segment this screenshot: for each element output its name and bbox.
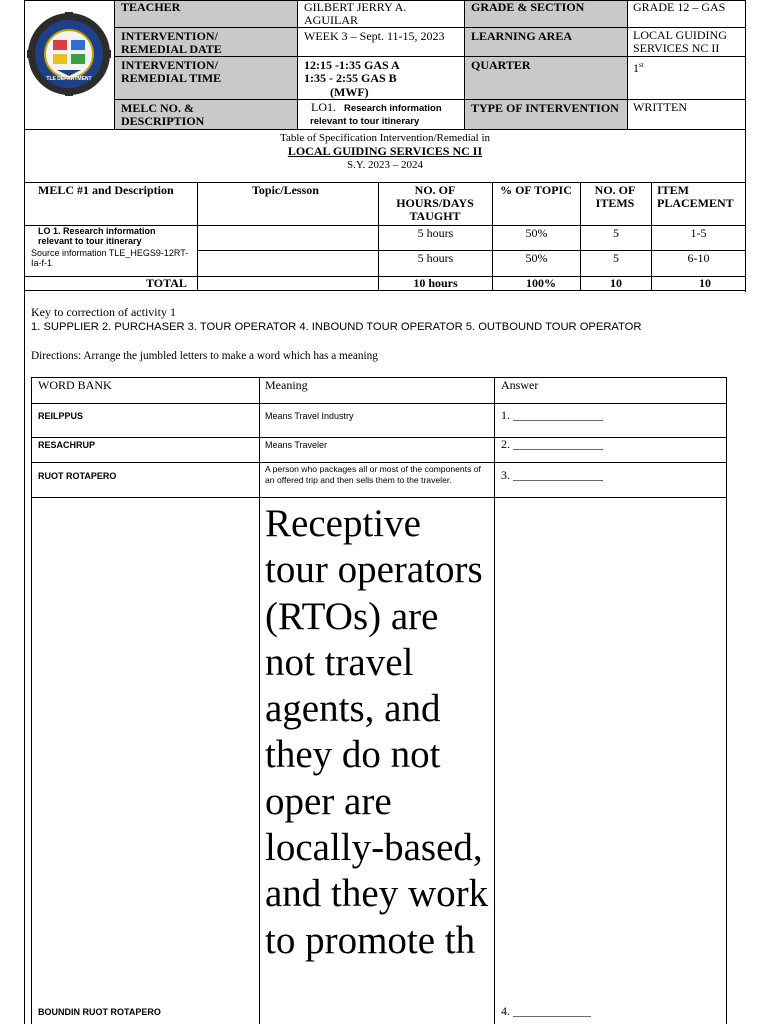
area-value: LOCAL GUIDING SERVICES NC II	[633, 29, 727, 55]
area-label: LEARNING AREA	[471, 30, 573, 43]
tos-row-1-percent: 50%	[525, 227, 548, 240]
total-label: TOTAL	[146, 277, 187, 290]
type-label: TYPE OF INTERVENTION	[471, 102, 619, 115]
date-label: INTERVENTION/ REMEDIAL DATE	[121, 30, 222, 56]
teacher-label: TEACHER	[121, 1, 181, 14]
total-placement: 10	[699, 277, 711, 290]
wb-header-answer: Answer	[501, 379, 539, 392]
tos-row-2-placement: 6-10	[687, 252, 710, 265]
tos-row-2-percent: 50%	[525, 252, 548, 265]
tos-row-1-hours: 5 hours	[417, 227, 454, 240]
tos-title-line-3: S.Y. 2023 – 2024	[347, 159, 423, 171]
wb-row-2-word: RESACHRUP	[38, 440, 96, 450]
total-hours: 10 hours	[413, 277, 458, 290]
wb-row-1-meaning: Means Travel Industry	[265, 411, 354, 421]
total-percent: 100%	[526, 277, 556, 290]
col-items: NO. OF ITEMS	[594, 184, 636, 210]
tos-subject: LOCAL GUIDING SERVICES NC II	[287, 145, 483, 158]
tos-title-line-1: Table of Specification Intervention/Remedial in	[280, 132, 490, 144]
quarter-value	[633, 59, 693, 75]
wb-row-1-answer: 1. _______________	[501, 409, 603, 422]
col-percent: % OF TOPIC	[500, 184, 572, 197]
grade-label: GRADE & SECTION	[471, 1, 585, 14]
col-placement: ITEM PLACEMENT	[657, 184, 734, 210]
tos-melc-text-2	[31, 248, 196, 268]
quarter-suffix: st	[639, 61, 644, 69]
wb-row-2-answer: 2. _______________	[501, 438, 603, 451]
melc-desc: Research information relevant to tour itinerary	[310, 103, 442, 127]
melc-label: MELC NO. & DESCRIPTION	[121, 102, 205, 128]
wb-row-4-word: BOUNDIN RUOT ROTAPERO	[38, 1007, 161, 1017]
time-line-1: 12:15 -1:35 GAS A	[304, 59, 400, 72]
date-value: WEEK 3 – Sept. 11-15, 2023	[304, 30, 445, 43]
type-value: WRITTEN	[633, 101, 687, 114]
grade-value: GRADE 12 – GAS	[633, 1, 726, 14]
wb-row-3-answer: 3. _______________	[501, 469, 603, 482]
wb-header-meaning: Meaning	[265, 379, 308, 392]
tos-title-line-2	[130, 145, 640, 158]
key-title: Key to correction of activity 1	[31, 306, 176, 319]
tos-row-1-items: 5	[613, 227, 619, 240]
tos-melc-text-1: LO 1. Research information relevant to tour itinerary	[38, 226, 156, 246]
wb-row-2-meaning: Means Traveler	[265, 440, 328, 450]
school-logo	[27, 12, 111, 96]
wb-row-3-word: RUOT ROTAPERO	[38, 471, 117, 481]
time-label: INTERVENTION/ REMEDIAL TIME	[121, 59, 222, 85]
wb-header-word: WORD BANK	[38, 379, 112, 392]
teacher-value: GILBERT JERRY A. AGUILAR	[304, 1, 407, 27]
col-melc: MELC #1 and Description	[38, 184, 174, 197]
wb-row-1-word: REILPPUS	[38, 411, 84, 421]
logo-text: TLE DEPARTMENT	[46, 76, 92, 82]
tos-row-2-hours: 5 hours	[417, 252, 454, 265]
key-answers: 1. SUPPLIER 2. PURCHASER 3. TOUR OPERATOR 4. INBOUND TOUR OPERATOR 5. OUTBOUND TOUR OPERATOR	[31, 321, 642, 333]
tos-row-2-items: 5	[613, 252, 619, 265]
total-items: 10	[610, 277, 622, 290]
wb-row-3-meaning: A person who packages all or most of the components of an offered trip and then sells them to the traveler.	[265, 464, 481, 485]
melc-code: LO1.	[311, 101, 336, 114]
directions: Directions: Arrange the jumbled letters to make a word which has a meaning	[31, 350, 378, 362]
time-line-3: (MWF)	[330, 86, 369, 99]
col-hours: NO. OF HOURS/DAYS TAUGHT	[396, 184, 474, 223]
wb-row-4-meaning: Receptive tour operators (RTOs) are not travel agents, and they do not oper are locally-based, and they work to promote th	[265, 502, 489, 962]
wb-row-4-answer: 4. _____________	[501, 1005, 591, 1018]
tos-row-1-placement: 1-5	[690, 227, 707, 240]
quarter-number: 1	[633, 61, 639, 75]
time-line-2: 1:35 - 2:55 GAS B	[304, 72, 397, 85]
quarter-label: QUARTER	[471, 59, 531, 72]
tos-melc-text-2-value: Source information TLE_HEGS9-12RT-Ia-f-1	[31, 248, 189, 268]
col-topic: Topic/Lesson	[252, 184, 319, 197]
